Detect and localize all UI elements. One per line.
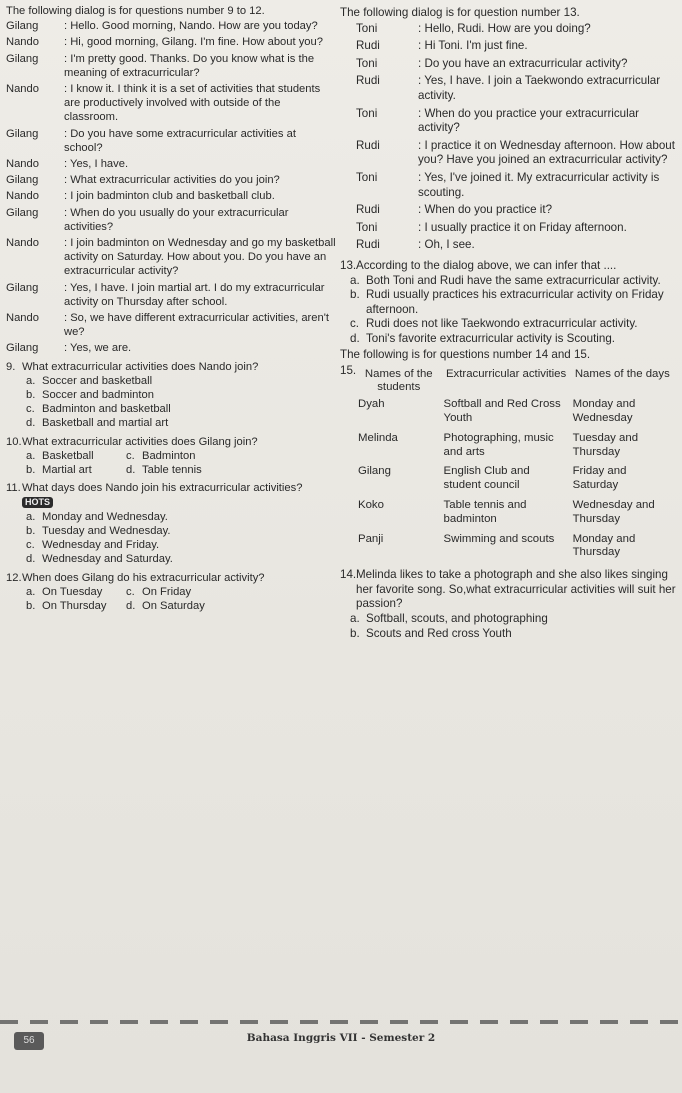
table-cell: Swimming and scouts (443, 532, 555, 545)
book-title: Bahasa Inggris VII - Semester 2 (246, 1032, 436, 1044)
answer-option (126, 599, 336, 613)
question-13-options (340, 274, 678, 347)
question-stem (22, 571, 265, 585)
dialog-text: : Hi Toni. I'm just fine. (418, 39, 528, 53)
dialog-text: : Yes, I have. I join martial art. I do my extracurricular activity on Thursday after school. (64, 281, 325, 308)
answer-option (26, 585, 126, 599)
dialog-header-13: The following dialog is for question number 13. (340, 6, 580, 19)
dialog-text: : I practice it on Wednesday afternoon. How about you? Have you joined an extracurricular activity? (418, 138, 675, 167)
dialog-line (6, 206, 336, 234)
question-stem-row (6, 571, 336, 585)
answer-option (340, 274, 678, 289)
dialog-text: : I join badminton club and basketball club. (64, 190, 275, 203)
dialog-text: : Yes, I have. (64, 158, 129, 171)
option-letter: d. (126, 599, 136, 612)
option-letter: c. (126, 449, 135, 462)
option-text: Wednesday and Saturday. (42, 553, 173, 566)
question-stem (22, 360, 258, 374)
option-letter: d. (26, 553, 36, 566)
table-cell: Melinda (358, 431, 398, 444)
question-10 (6, 435, 336, 478)
answer-option (26, 524, 336, 538)
speaker-name: Gilang (6, 20, 39, 33)
dialog-line (340, 74, 678, 103)
table-body (356, 396, 674, 564)
dialog-text: : Hello, Rudi. How are you doing? (418, 21, 591, 35)
table-cell: English Club and student council (443, 465, 530, 492)
option-letter: d. (350, 331, 360, 345)
option-text: Monday and Wednesday. (42, 510, 168, 523)
question-stem-row (6, 481, 336, 509)
speaker-name: Gilang (6, 281, 39, 294)
speaker-name: Rudi (356, 138, 380, 152)
dialog-text: : Yes, I've joined it. My extracurricular activity is scouting. (418, 170, 660, 199)
table-column-header: Names of the days (574, 367, 670, 380)
answer-option (126, 449, 336, 463)
option-letter: d. (26, 417, 36, 430)
question-14 (340, 568, 678, 641)
option-letter: a. (26, 449, 36, 462)
question-stem: Melinda likes to take a photograph and she also likes singing her favorite song. So,what extracurricular activities will suit her passion? (356, 568, 676, 611)
table-cell: Softball and Red Cross Youth (443, 398, 561, 425)
speaker-name: Gilang (6, 174, 39, 187)
dialog-line (6, 173, 336, 187)
option-text: Basketball and martial art (42, 417, 169, 430)
option-letter: b. (26, 389, 36, 402)
answer-option (26, 552, 336, 566)
option-text: Basketball (42, 449, 94, 462)
answer-option (26, 449, 126, 463)
answer-options (6, 510, 336, 567)
option-text: Tuesday and Wednesday. (42, 524, 171, 537)
speaker-name: Toni (356, 170, 378, 184)
left-column (6, 4, 336, 613)
extracurricular-table (356, 367, 674, 565)
dialog-line (340, 171, 678, 200)
speaker-name: Rudi (356, 203, 380, 217)
answer-option (26, 510, 336, 524)
speaker-name: Nando (6, 237, 39, 250)
question-number: 13. (340, 258, 357, 272)
answer-options (6, 585, 336, 613)
question-number: 11. (6, 482, 21, 495)
hots-badge: HOTS (22, 497, 53, 508)
table-cell: Wednesday and Thursday (572, 499, 655, 525)
table-cell: Koko (358, 499, 384, 512)
option-letter: c. (350, 317, 360, 331)
speaker-name: Nando (6, 190, 39, 203)
dialog-line (6, 236, 336, 279)
option-text: Wednesday and Friday. (42, 539, 160, 552)
question-number: 15. (340, 364, 357, 378)
speaker-name: Gilang (6, 206, 39, 219)
dialog-text: : Do you have some extracurricular activities at school? (64, 127, 296, 154)
page-footer (0, 1020, 682, 1093)
table-cell: Gilang (358, 465, 391, 478)
dialog-line (6, 35, 336, 49)
dialog-line (6, 311, 336, 339)
question-stem (22, 481, 336, 509)
option-text: Soccer and basketball (42, 374, 153, 387)
speaker-name: Rudi (356, 39, 380, 53)
answer-option (340, 612, 678, 627)
table-row (356, 463, 674, 497)
right-column (340, 6, 678, 641)
question-stem-text: What days does Nando join his extracurricular activities? (22, 482, 303, 495)
question-9 (6, 360, 336, 431)
option-letter: d. (126, 464, 136, 477)
dialog-text: : So, we have different extracurricular activities, aren't we? (64, 312, 329, 339)
page-number-badge: 56 (14, 1032, 44, 1050)
answer-option (126, 463, 336, 477)
answer-option (340, 332, 678, 347)
option-letter: c. (126, 585, 135, 598)
answer-option (26, 463, 126, 477)
question-stem-row (6, 435, 336, 449)
speaker-name: Nando (6, 158, 39, 171)
dialog-header-9-12: The following dialog is for questions number 9 to 12. (6, 5, 265, 17)
answer-option (26, 416, 336, 430)
table-column-header: Names of the students (364, 367, 433, 394)
dialog-line (6, 127, 336, 155)
option-letter: b. (350, 626, 360, 640)
dialog-line (6, 189, 336, 203)
answer-option (340, 627, 678, 642)
speaker-name: Gilang (6, 342, 39, 355)
dialog-line (340, 221, 678, 236)
table-cell: Monday and Wednesday (572, 398, 636, 425)
answer-option (26, 374, 336, 388)
option-text: Soccer and badminton (42, 389, 154, 402)
question-12 (6, 571, 336, 614)
dialog-text: : Yes, we are. (64, 342, 132, 355)
dialog-line (6, 52, 336, 80)
option-text: Scouts and Red cross Youth (366, 626, 512, 640)
question-stem (22, 435, 258, 449)
question-stem-text: What extracurricular activities does Gilang join? (22, 435, 258, 448)
table-cell: Dyah (358, 398, 385, 411)
table-row (356, 497, 674, 531)
answer-options (6, 374, 336, 431)
option-letter: b. (350, 288, 360, 302)
questions-9-12 (6, 360, 336, 613)
table-cell: Panji (358, 532, 384, 545)
speaker-name: Rudi (356, 238, 380, 252)
table-row (356, 531, 674, 565)
option-letter: b. (26, 524, 36, 537)
dialog-line (6, 281, 336, 309)
table-cell: Table tennis and badminton (443, 499, 527, 525)
table-cell: Tuesday and Thursday (572, 431, 639, 458)
option-text: On Friday (142, 585, 192, 598)
dialog-line (340, 139, 678, 168)
question-stem-text: When does Gilang do his extracurricular activity? (22, 571, 265, 584)
table-header-14-15: The following is for questions number 14 and 15. (340, 348, 591, 362)
dialog-text: : Hello. Good morning, Nando. How are you today? (64, 20, 318, 33)
answer-option (26, 402, 336, 416)
dialog-text: : I'm pretty good. Thanks. Do you know what is the meaning of extracurricular? (64, 52, 315, 79)
speaker-name: Gilang (6, 127, 39, 140)
dialog-line (340, 22, 678, 37)
option-text: Badminton (142, 449, 196, 462)
dialog-text: : I usually practice it on Friday afternoon. (418, 220, 627, 234)
question-number: 14. (340, 568, 357, 582)
dialog-text: : Do you have an extracurricular activity? (418, 56, 628, 70)
table-cell: Monday and Thursday (572, 532, 636, 559)
dialog-line (340, 203, 678, 218)
dialog-13 (340, 22, 678, 253)
footer-divider (0, 1020, 682, 1024)
option-text: Rudi usually practices his extracurricular activity on Friday afternoon. (366, 288, 664, 316)
speaker-name: Rudi (356, 74, 380, 88)
option-letter: b. (26, 464, 36, 477)
dialog-line (340, 238, 678, 253)
speaker-name: Nando (6, 36, 39, 49)
option-text: On Saturday (142, 599, 205, 612)
option-letter: a. (26, 374, 36, 387)
table-cell: Friday and Saturday (572, 465, 627, 492)
answer-option (340, 317, 678, 332)
speaker-name: Toni (356, 220, 378, 234)
option-text: On Tuesday (42, 585, 103, 598)
question-number: 12. (6, 571, 22, 584)
dialog-9-12 (6, 19, 336, 355)
option-text: Both Toni and Rudi have the same extracurricular activity. (366, 273, 661, 287)
dialog-line (340, 39, 678, 54)
option-letter: c. (26, 539, 35, 552)
question-number: 10. (6, 435, 22, 448)
option-text: Table tennis (142, 464, 202, 477)
option-text: Badminton and basketball (42, 403, 171, 416)
option-text: Toni's favorite extracurricular activity is Scouting. (366, 331, 615, 345)
dialog-line (6, 157, 336, 171)
answer-option (26, 599, 126, 613)
dialog-line (340, 107, 678, 136)
speaker-name: Toni (356, 106, 378, 120)
dialog-text: : When do you practice your extracurricular activity? (418, 106, 640, 135)
option-text: Softball, scouts, and photographing (366, 612, 548, 625)
option-letter: c. (26, 403, 35, 416)
option-letter: a. (26, 585, 36, 598)
dialog-text: : Yes, I have. I join a Taekwondo extracurricular activity. (418, 74, 661, 102)
dialog-line (6, 19, 336, 33)
table-header-row (356, 367, 674, 397)
speaker-name: Nando (6, 83, 39, 96)
option-text: Rudi does not like Taekwondo extracurricular activity. (366, 317, 638, 331)
question-14-options (340, 612, 678, 641)
answer-option (126, 585, 336, 599)
answer-option (26, 538, 336, 552)
speaker-name: Nando (6, 312, 39, 325)
option-letter: a. (350, 612, 360, 625)
question-stem-text: What extracurricular activities does Nando join? (22, 360, 259, 373)
table-cell: Photographing, music and arts (443, 431, 554, 458)
dialog-line (6, 341, 336, 355)
dialog-text: : When do you practice it? (418, 203, 553, 217)
dialog-text: : I know it. I think it is a set of activities that students are productively involved with outside of the classroom. (64, 83, 321, 124)
option-letter: a. (350, 273, 360, 287)
dialog-text: : Hi, good morning, Gilang. I'm fine. How about you? (64, 36, 323, 49)
speaker-name: Toni (356, 56, 378, 70)
option-text: Martial art (42, 464, 92, 477)
dialog-line (340, 57, 678, 72)
question-stem: According to the dialog above, we can infer that .... (356, 258, 617, 272)
dialog-line (6, 82, 336, 125)
dialog-text: : What extracurricular activities do you join? (64, 174, 280, 187)
speaker-name: Gilang (6, 52, 39, 65)
answer-option (340, 288, 678, 317)
table-column-header: Extracurricular activities (445, 367, 567, 380)
answer-options (6, 449, 336, 477)
dialog-text: : I join badminton on Wednesday and go my basketball activity on Saturday. How about you. Do you have an extracurricular activity? (64, 237, 336, 278)
option-letter: a. (26, 510, 36, 523)
question-number: 9. (6, 360, 16, 373)
table-row (356, 430, 674, 464)
answer-option (26, 388, 336, 402)
option-text: On Thursday (42, 599, 107, 612)
dialog-text: : Oh, I see. (418, 238, 475, 252)
question-stem-row (6, 360, 336, 374)
dialog-text: : When do you usually do your extracurricular activities? (64, 206, 289, 233)
speaker-name: Toni (356, 21, 378, 35)
question-13 (340, 259, 678, 347)
option-letter: b. (26, 599, 36, 612)
table-row (356, 396, 674, 430)
question-11 (6, 481, 336, 566)
